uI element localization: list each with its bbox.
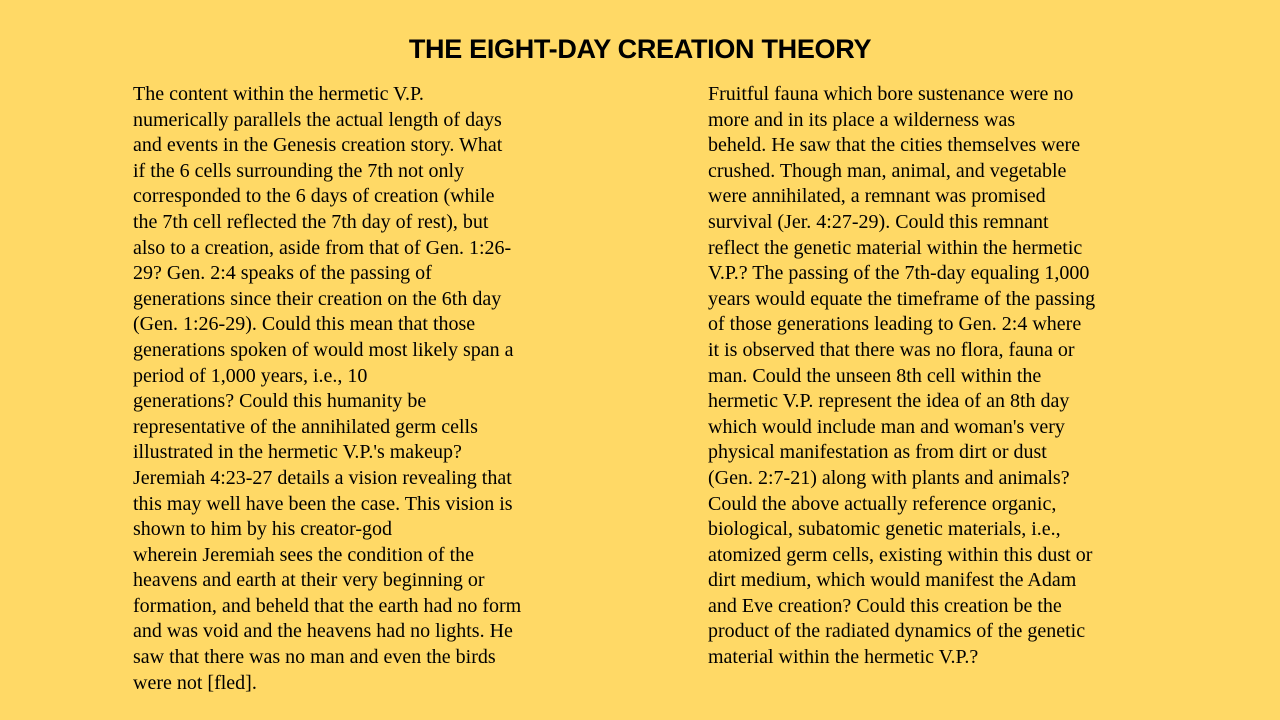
left-text-column: The content within the hermetic V.P. numerically parallels the actual length of days and events in the Genesis creation story. What if the 6 cells surrounding the 7th not only corresponded to the 6 days of creation (while the 7th cell reflected the 7th day of rest), but also to a creation, aside from that of Gen. 1:26- 29? Gen. 2:4 speaks of the passing of generations since their creation on the 6th day (Gen. 1:26-29). Could this mean that those generations spoken of would most likely span a period of 1,000 years, i.e., 10 generations? Could this humanity be representative of the annihilated germ cells illustrated in the hermetic V.P.'s makeup? Jeremiah 4:23-27 details a vision revealing that this may well have been the case. This vision is shown to him by his creator-god wherein Jeremiah sees the condition of the heavens and earth at their very beginning or formation, and beheld that the earth had no form and was void and the heavens had no lights. He saw that there was no man and even the birds were not [fled]. [133,83,522,694]
right-text-column: Fruitful fauna which bore sustenance were no more and in its place a wilderness was beheld. He saw that the cities themselves were crushed. Though man, animal, and vegetable were annihilated, a remnant was promised survival (Jer. 4:27-29). Could this remnant reflect the genetic material within the hermetic V.P.? The passing of the 7th-day equaling 1,000 years would equate the timeframe of the passing of those generations leading to Gen. 2:4 where it is observed that there was no flora, fauna or man. Could the unseen 8th cell within the hermetic V.P. represent the idea of an 8th day which would include man and woman's very physical manifestation as from dirt or dust (Gen. 2:7-21) along with plants and animals? Could the above actually reference organic, biological, subatomic genetic materials, i.e., atomized germ cells, existing within this dust or dirt medium, which would manifest the Adam and Eve creation? Could this creation be the product of the radiated dynamics of the genetic material within the hermetic V.P.? [708,83,1096,669]
slide-title: THE EIGHT-DAY CREATION THEORY [408,34,872,64]
